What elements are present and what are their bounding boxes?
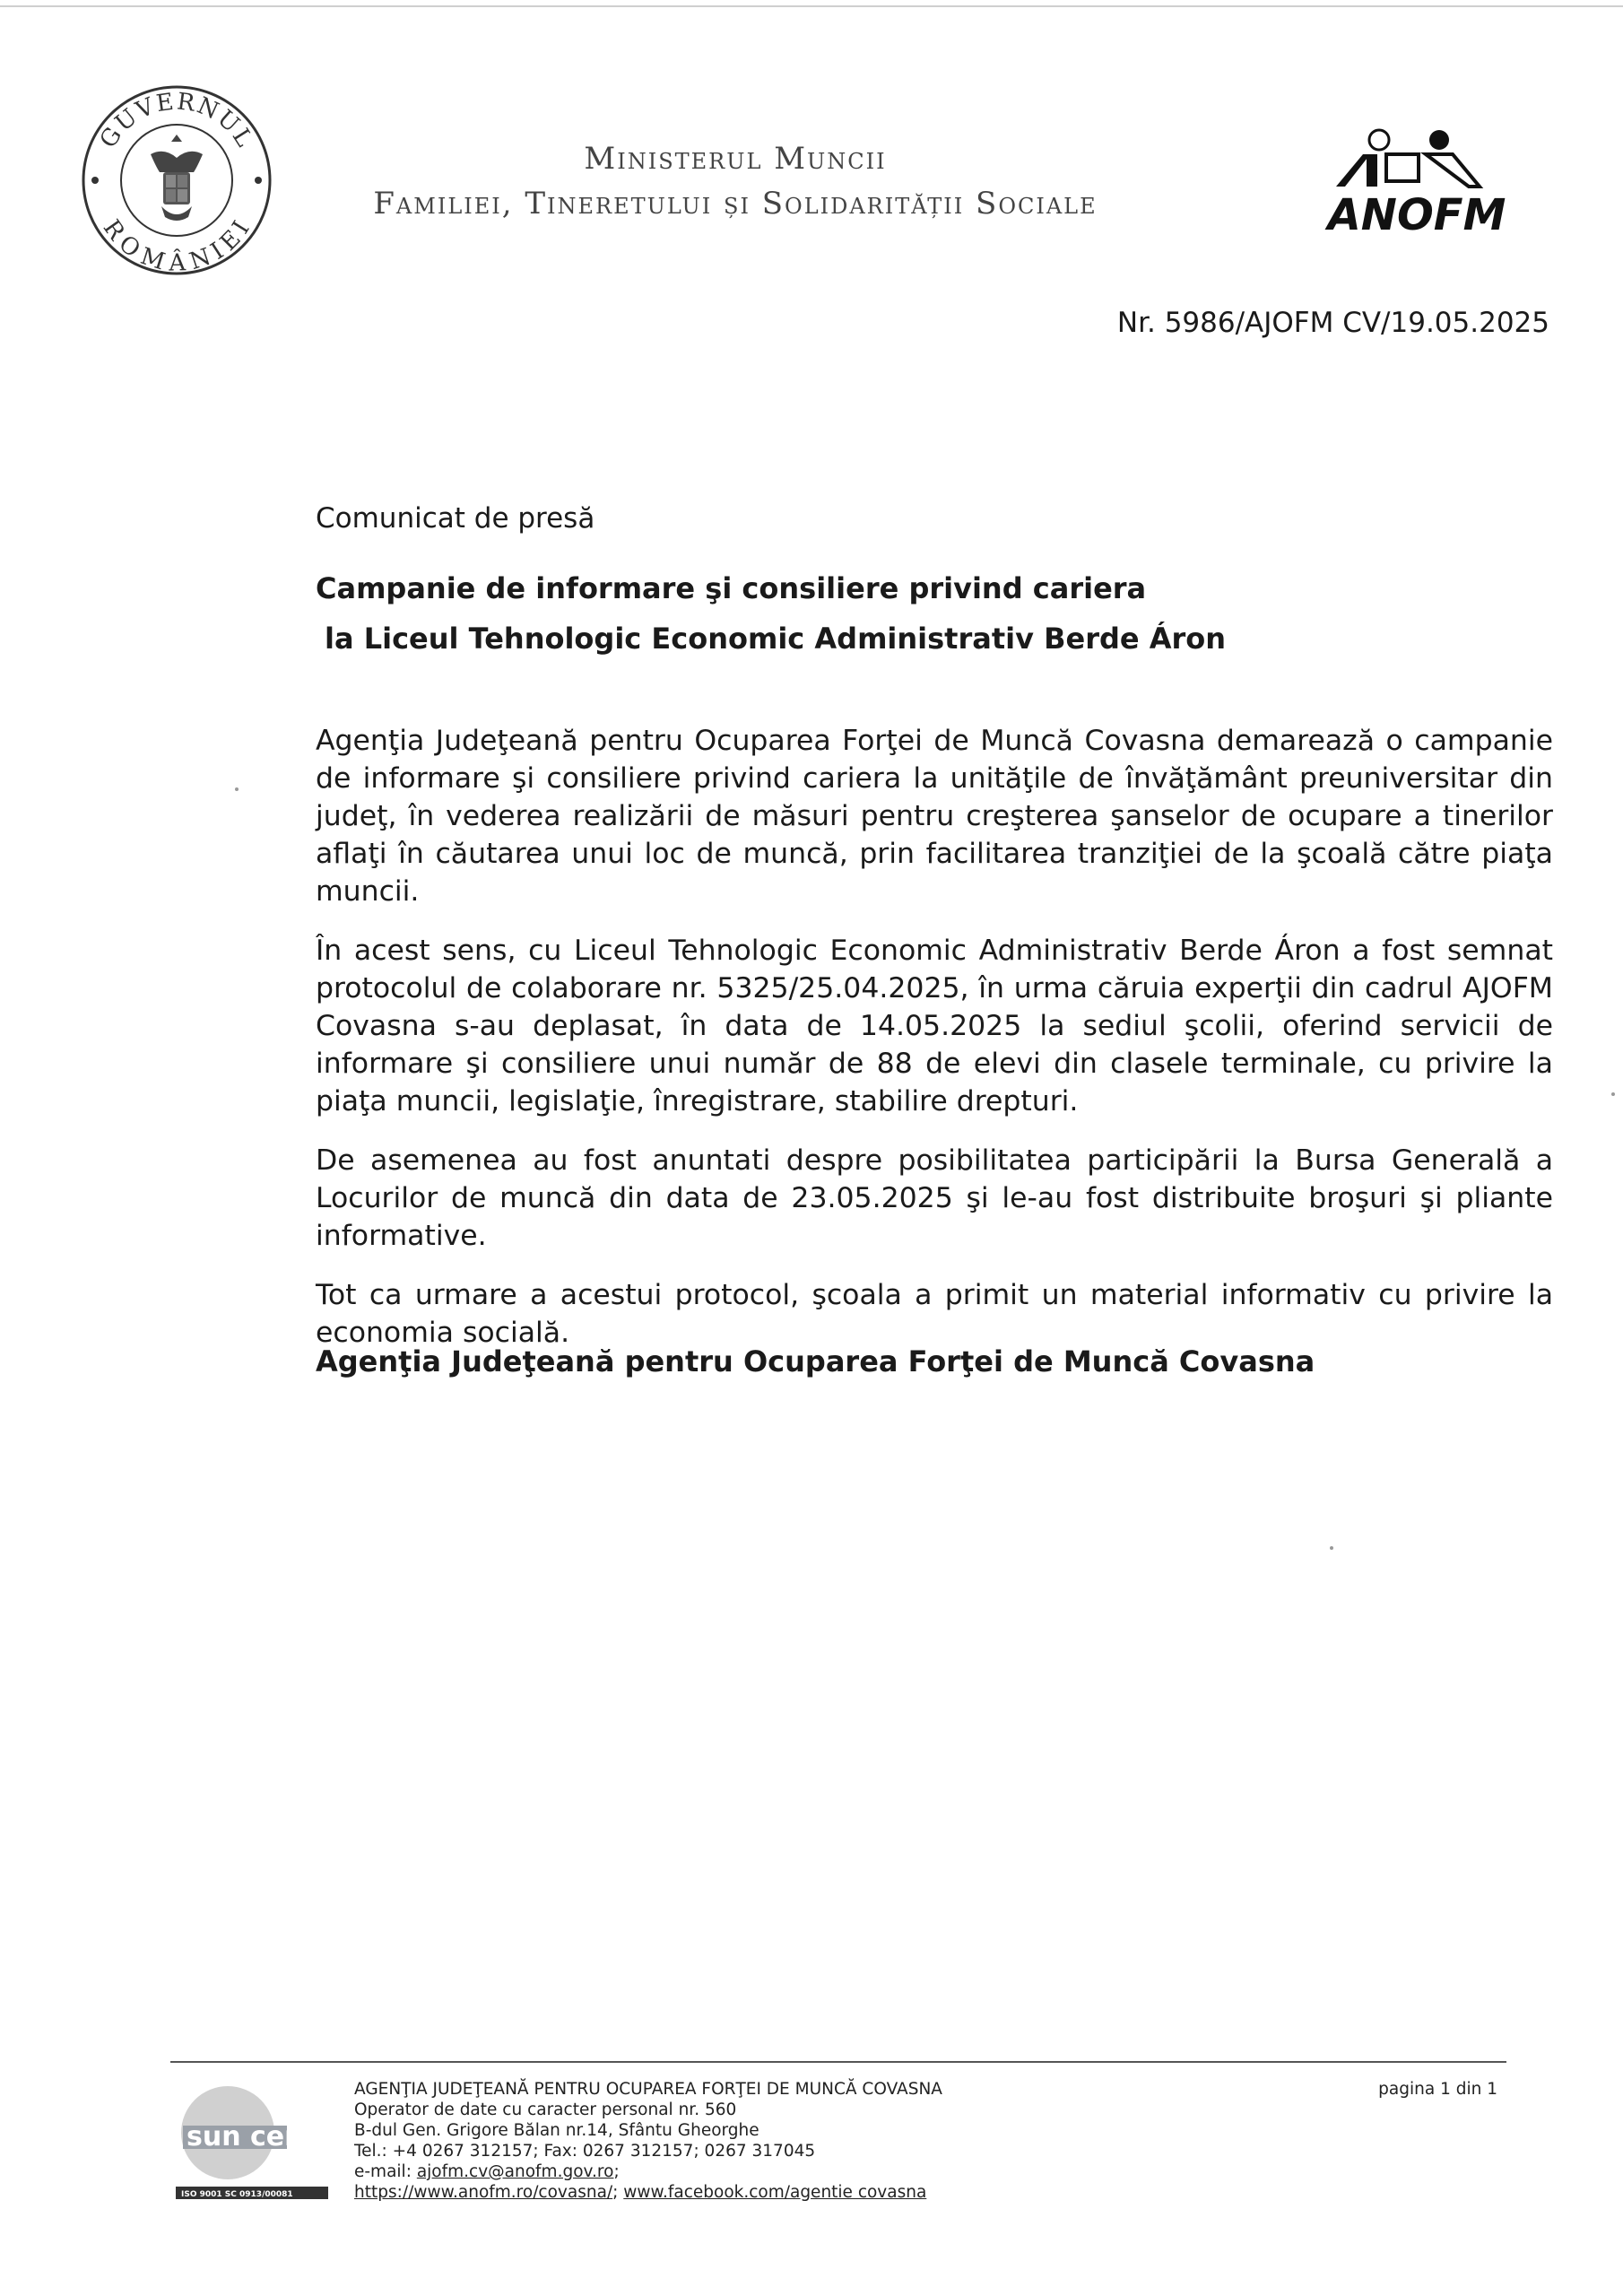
- ministry-line-2: Familiei, Tineretului și Solidarității Sociale: [373, 186, 1098, 222]
- footer-contact: [354, 2079, 942, 2203]
- signature-agency: Agenţia Judeţeană pentru Ocuparea Forţei de Muncă Covasna: [316, 1344, 1315, 1378]
- footer-divider: [170, 2061, 1506, 2063]
- footer-agency-name: AGENŢIA JUDEŢEANĂ PENTRU OCUPAREA FORŢEI DE MUNCĂ COVASNA: [354, 2080, 942, 2099]
- document-type: Comunicat de presă: [316, 502, 595, 535]
- seal-text-bottom: ROMÂNIEI: [97, 214, 256, 277]
- seal-text-top: GUVERNUL: [94, 88, 259, 153]
- paragraph-1: Agenţia Judeţeană pentru Ocuparea Forţei de Muncă Covasna demarează o campanie de informare şi consiliere privind cariera la unităţile de învăţământ preuniversitar din judeţ, în vederea realizării de măsuri pentru creşterea şanselor de ocupare a tinerilor aflaţi în căutarea unui loc de muncă, prin facilitarea tranziţiei de la şcoală către piaţa muncii.: [316, 725, 1553, 908]
- suncert-logo-icon: [170, 2079, 368, 2205]
- document-title-line-1: Campanie de informare şi consiliere privind cariera: [316, 571, 1147, 605]
- footer-email-label: e-mail:: [354, 2162, 412, 2181]
- scan-speck: [1330, 1546, 1333, 1550]
- footer-address: B-dul Gen. Grigore Bălan nr.14, Sfântu Gheorghe: [354, 2121, 759, 2140]
- footer-links-line: [354, 2182, 942, 2203]
- suncert-codes: ISO 9001 SC 0913/00081: [181, 2190, 293, 2199]
- anofm-logo-icon: [1300, 124, 1533, 240]
- scan-speck: [1611, 1092, 1615, 1096]
- footer-operator: Operator de date cu caracter personal nr. 560: [354, 2100, 737, 2119]
- anofm-logo-text: ANOFM: [1327, 190, 1506, 240]
- footer-email-line: [354, 2161, 942, 2182]
- suncert-logo-text: sun cert: [187, 2121, 311, 2152]
- footer-phones: Tel.: +4 0267 312157; Fax: 0267 312157; 0267 317045: [354, 2142, 816, 2161]
- footer-separator: ;: [612, 2183, 624, 2202]
- svg-text:ROMÂNIEI: [98, 215, 256, 277]
- paragraph-4: Tot ca urmare a acestui protocol, şcoala a primit un material informativ cu privire la economia socială.: [316, 1279, 1553, 1349]
- top-scan-line: [0, 5, 1623, 7]
- footer-separator: ;: [613, 2162, 620, 2181]
- footer-facebook-link[interactable]: www.facebook.com/agentie covasna: [623, 2183, 927, 2202]
- footer-email-link[interactable]: ajofm.cv@anofm.gov.ro: [416, 2162, 614, 2181]
- page-number: pagina 1 din 1: [1378, 2080, 1497, 2099]
- ministry-line-1: Ministerul Muncii: [584, 141, 887, 177]
- paragraph-3: De asemenea au fost anuntati despre posibilitatea participării la Bursa Generală a Locurilor de muncă din data de 23.05.2025 şi le-au fost distribuite broşuri şi pliante informative.: [316, 1144, 1553, 1252]
- paragraph-2: În acest sens, cu Liceul Tehnologic Economic Administrativ Berde Áron a fost semnat protocolul de colaborare nr. 5325/25.04.2025, în urma căruia experţii din cadrul AJOFM Covasna s-au deplasat, în data de 14.05.2025 la sediul şcolii, oferind servicii de informare şi consiliere unui număr de 88 de elevi din clasele terminale, cu privire la piaţa muncii, legislaţie, înregistrare, stabilire drepturi.: [316, 935, 1553, 1118]
- footer-website-link[interactable]: https://www.anofm.ro/covasna/: [354, 2183, 613, 2202]
- government-seal-icon: [79, 83, 274, 278]
- registration-number: Nr. 5986/AJOFM CV/19.05.2025: [1116, 307, 1549, 339]
- ministry-name: [305, 136, 1166, 226]
- document-body: [316, 722, 1553, 1373]
- scan-speck: [235, 787, 239, 791]
- svg-text:GUVERNUL: [95, 88, 259, 152]
- document-title-line-2: la Liceul Tehnologic Economic Administrativ Berde Áron: [325, 622, 1227, 656]
